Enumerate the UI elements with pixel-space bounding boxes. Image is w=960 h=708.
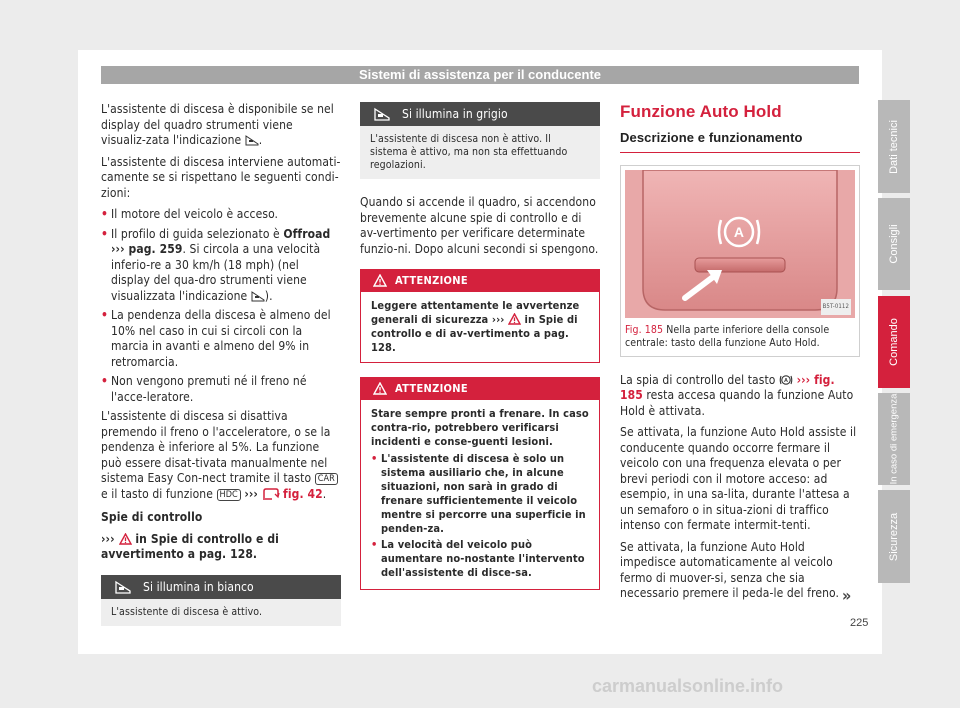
warning-icon: [373, 274, 387, 287]
column-middle: [360, 102, 600, 590]
car-key: CAR: [315, 473, 338, 485]
column-right: [620, 102, 860, 608]
list-item: • Non vengono premuti né il freno né l'acce-leratore.: [101, 374, 341, 405]
figure-reference-icon: [262, 488, 280, 500]
indicator-box-header: Si illumina in grigio: [360, 102, 600, 126]
warning-box-header: ATTENZIONE: [361, 270, 599, 292]
indicator-box-white: [101, 575, 341, 626]
tab-dati-tecnici[interactable]: Dati tecnici: [878, 100, 910, 193]
list-item: • L'assistente di discesa è solo un sistema ausiliario che, in alcune situazioni, non sarà in grado di frenare sufficientemente il veicolo mentre si percorre una superficie in penden-za.: [371, 452, 589, 536]
page-reference-link[interactable]: ››› pag. 259: [111, 242, 183, 256]
hill-descent-icon: [374, 107, 390, 121]
warning-box-header: ATTENZIONE: [361, 378, 599, 400]
console-illustration: [625, 170, 855, 318]
warning-box-2: [360, 377, 600, 590]
spie-reference[interactable]: ››› in Spie di controllo e di avvertimento a pag. 128.: [101, 531, 279, 561]
paragraph-auto-hold-prevent: Se attivata, la funzione Auto Hold impedisce automaticamente al veicolo fermo di muover-si, senza che sia necessario premere il peda-le del freno.: [620, 539, 840, 600]
auto-hold-icon: [779, 374, 793, 386]
paragraph-auto-hold-light: La spia di controllo del tasto A ››› fig. 185 resta accesa quando la funzione Auto Hold è attivata.: [620, 372, 854, 418]
list-item: • Il profilo di guida selezionato è Offroad ››› pag. 259. Si circola a una velocità inferio-re a 30 km/h (18 mph) (nel display del qua-dro strumenti viene visualizzata l'indicazione ).: [101, 227, 341, 305]
paragraph-deactivation: L'assistente di discesa si disattiva premendo il freno o l'acceleratore, o se la pendenza è inferiore al 5%. La funzione può essere disat-tivata manualmente nel sistema Easy Con-nect tramite il tasto CAR e il tasto di funzione HDC ››› fig. 42.: [101, 409, 341, 502]
hdc-key: HDC: [217, 489, 241, 501]
paragraph-auto-hold-function: Se attivata, la funzione Auto Hold assiste il conducente quando occorre fermare il veicolo con una frequenza elevata o per brevi periodi con il motore acceso: ad esempio, in una sa-lita, durante l'attesa a un semaforo o in situa-zioni di traffico intenso con fermate intermit-tenti.: [620, 425, 857, 532]
tab-comando[interactable]: Comando: [878, 296, 910, 388]
svg-text:A: A: [784, 377, 789, 384]
warning-box-body: Leggere attentamente le avvertenze generali di sicurezza ››› in Spie di controllo e di av-vertimento a pag. 128.: [371, 299, 580, 354]
svg-text:A: A: [733, 223, 745, 240]
indicator-box-body: L'assistente di discesa è attivo.: [101, 599, 341, 626]
continue-marker: »: [842, 586, 852, 605]
indicator-box-header: Si illumina in bianco: [101, 575, 341, 599]
auto-hold-photo: [625, 170, 855, 318]
warning-icon: [373, 382, 387, 395]
warning-icon: [508, 313, 521, 325]
paragraph-intro: L'assistente di discesa è disponibile se nel display del quadro strumenti viene visualiz-zata l'indicazione .: [101, 102, 334, 147]
warning-box-1: [360, 269, 600, 363]
section-subtitle: Descrizione e funzionamento: [620, 130, 860, 153]
photo-code: B5T-0112: [821, 299, 851, 315]
hill-descent-icon: [251, 290, 265, 302]
warning-icon: [119, 533, 132, 545]
indicator-box-grey: [360, 102, 600, 179]
section-header: Sistemi di assistenza per il conducente: [101, 66, 859, 84]
page-number: 225: [850, 617, 869, 629]
tab-sicurezza[interactable]: Sicurezza: [878, 490, 910, 583]
paragraph-conditions: L'assistente di discesa interviene automati-camente se si rispettano le seguenti condi-zioni:: [101, 154, 341, 200]
watermark: carmanualsonline.info: [592, 676, 784, 696]
tab-in-caso-di-emergenza[interactable]: In caso di emergenza: [878, 393, 910, 485]
list-item: • La velocità del veicolo può aumentare no-nostante l'intervento dell'assistente di disce-sa.: [371, 538, 589, 580]
hill-descent-icon: [115, 580, 131, 594]
indicator-box-body: L'assistente di discesa non è attivo. Il sistema è attivo, ma non sta effettuando regolazioni.: [360, 126, 600, 179]
spie-heading: Spie di controllo: [101, 510, 203, 524]
figure-185: [620, 165, 860, 357]
figure-caption: Fig. 185 Nella parte inferiore della console centrale: tasto della funzione Auto Hold.: [625, 323, 830, 349]
column-left: [101, 102, 341, 626]
hill-descent-icon: [245, 134, 259, 146]
figure-reference-link[interactable]: ››› fig. 185: [620, 372, 835, 402]
warning-box-body: Stare sempre pronti a frenare. In caso contra-rio, potrebbero verificarsi incidenti e conse-guenti lesioni. • L'assistente di discesa è solo un sistema ausiliario che, in alcune situazioni, non sarà in grado di frenare sufficientemente il veicolo mentre si percorre una superficie in penden-za. • La velocità del veicolo può aumentare no-nostante l'intervento dell'assistente di disce-sa.: [361, 400, 599, 589]
figure-reference-link[interactable]: fig. 42: [283, 486, 323, 501]
tab-consigli[interactable]: Consigli: [878, 198, 910, 290]
list-item: • La pendenza della discesa è almeno del 10% nel caso in cui si circoli con la marcia in avanti e almeno del 9% in retromarcia.: [101, 308, 341, 370]
section-title: Funzione Auto Hold: [620, 102, 782, 121]
list-item: • Il motore del veicolo è acceso.: [101, 207, 341, 223]
paragraph-warning-lights: Quando si accende il quadro, si accendono brevemente alcune spie di controllo e di av-vertimento per verificare determinate funzio-ni. Dopo alcuni secondi si spengono.: [360, 195, 599, 256]
